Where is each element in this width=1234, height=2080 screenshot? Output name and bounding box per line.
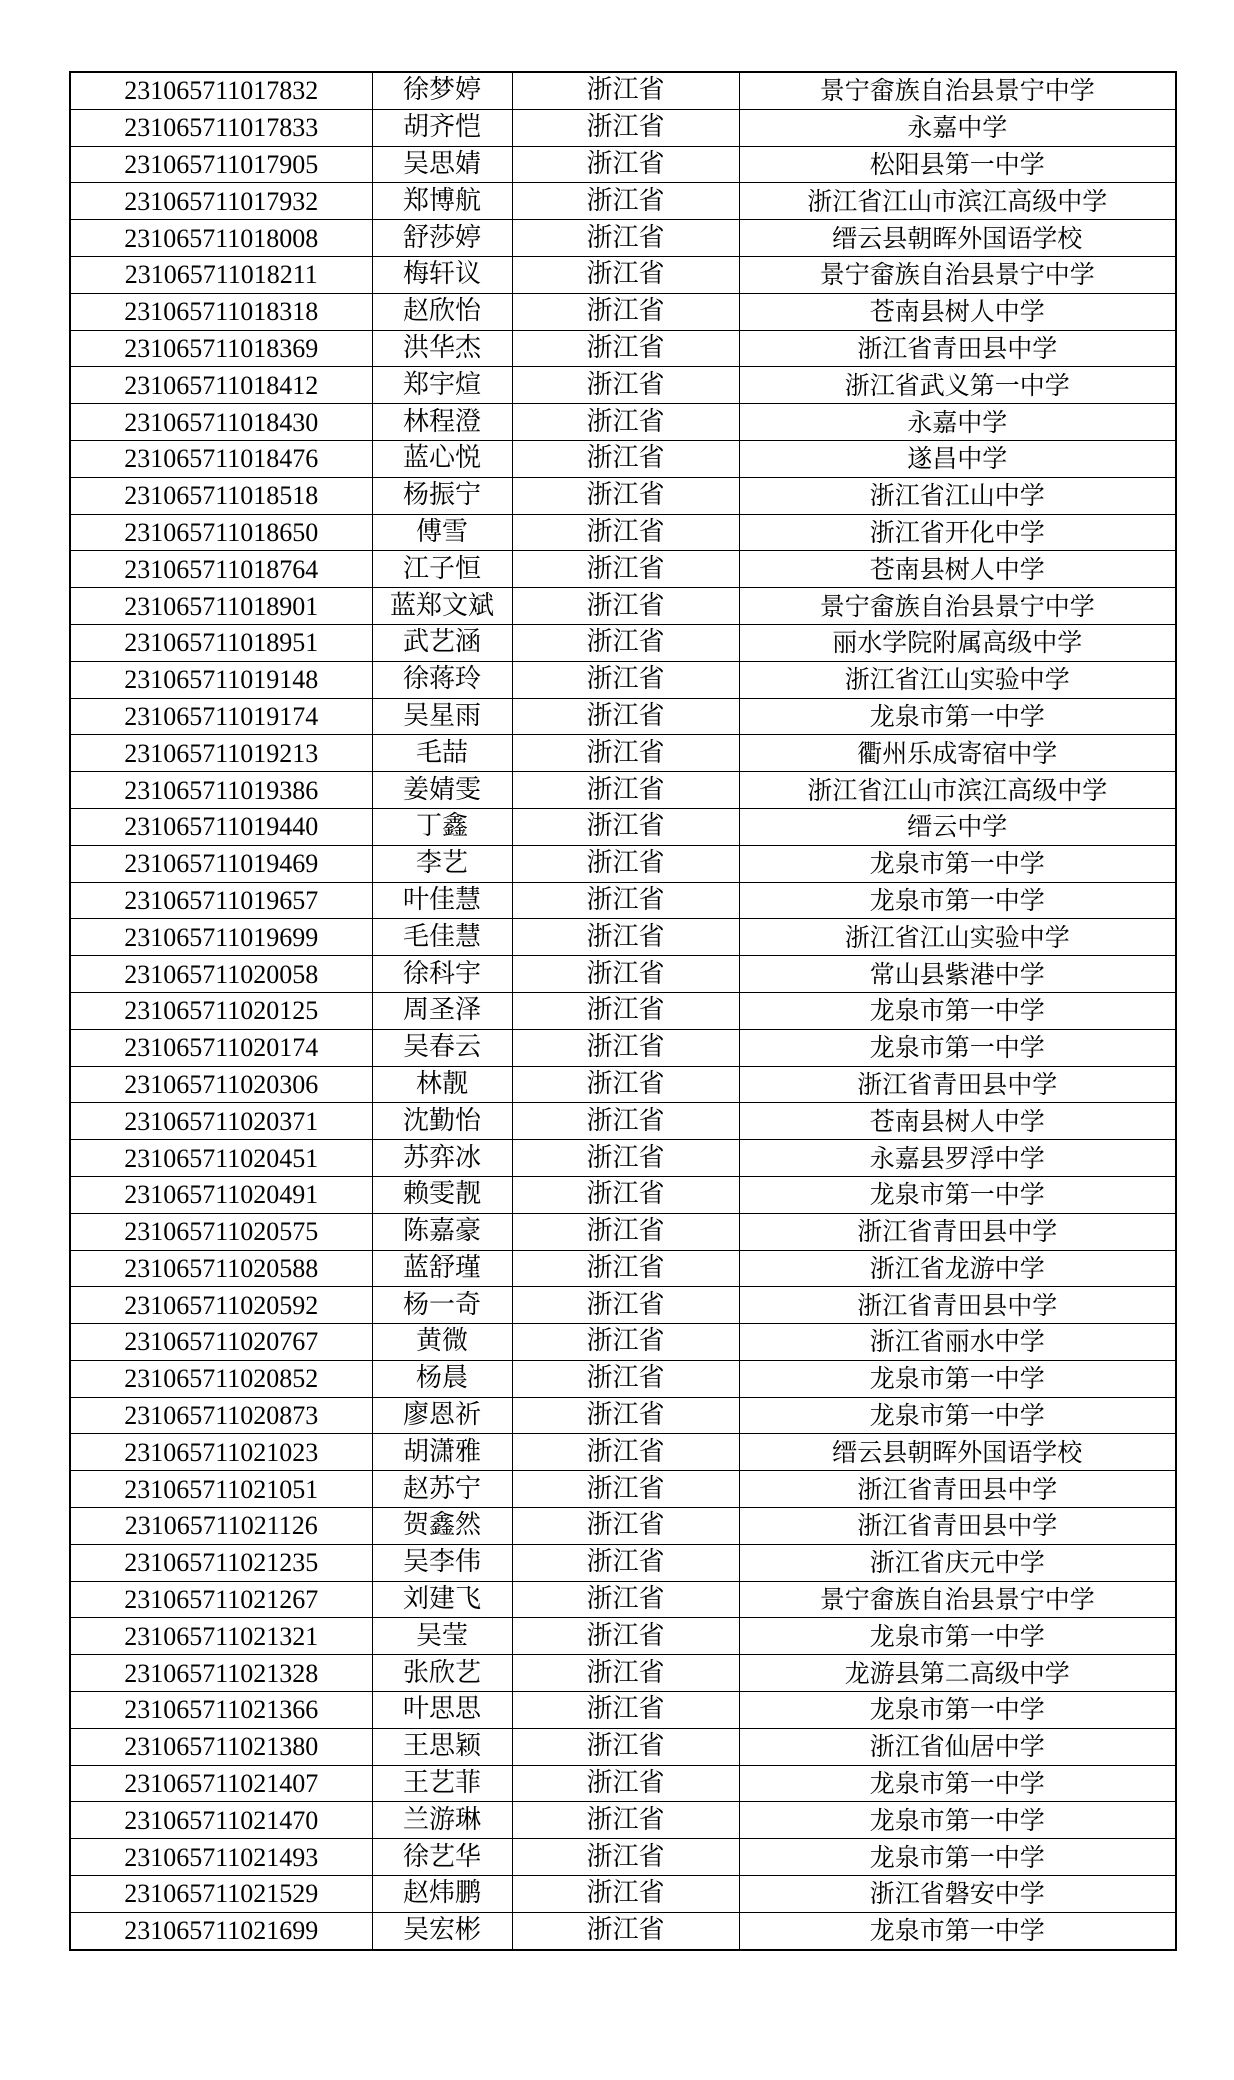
- province-cell: 浙江省: [512, 1471, 739, 1508]
- candidate-id-cell: 231065711018412: [70, 367, 372, 404]
- school-cell: 景宁畲族自治县景宁中学: [739, 588, 1176, 625]
- school-cell: 苍南县树人中学: [739, 293, 1176, 330]
- candidate-id-cell: 231065711021366: [70, 1692, 372, 1729]
- school-cell: 浙江省江山实验中学: [739, 661, 1176, 698]
- table-row: [70, 698, 1176, 735]
- candidate-id-cell: 231065711019213: [70, 735, 372, 772]
- province-cell: 浙江省: [512, 477, 739, 514]
- table-row: [70, 367, 1176, 404]
- province-cell: 浙江省: [512, 440, 739, 477]
- table-row: [70, 845, 1176, 882]
- student-name-cell: 姜婧雯: [372, 772, 512, 809]
- student-name-cell: 舒莎婷: [372, 220, 512, 257]
- student-name-cell: 叶思思: [372, 1692, 512, 1729]
- candidate-id-cell: 231065711020575: [70, 1213, 372, 1250]
- school-cell: 松阳县第一中学: [739, 146, 1176, 183]
- province-cell: 浙江省: [512, 845, 739, 882]
- table-row: [70, 1544, 1176, 1581]
- table-row: [70, 1692, 1176, 1729]
- table-row: [70, 1508, 1176, 1545]
- table-row: [70, 146, 1176, 183]
- table-row: [70, 882, 1176, 919]
- school-cell: 龙泉市第一中学: [739, 1360, 1176, 1397]
- school-cell: 浙江省丽水中学: [739, 1324, 1176, 1361]
- candidate-id-cell: 231065711018318: [70, 293, 372, 330]
- table-row: [70, 1618, 1176, 1655]
- province-cell: 浙江省: [512, 808, 739, 845]
- table-row: [70, 661, 1176, 698]
- table-row: [70, 72, 1176, 109]
- student-name-cell: 王思颖: [372, 1728, 512, 1765]
- province-cell: 浙江省: [512, 661, 739, 698]
- student-name-cell: 吴李伟: [372, 1544, 512, 1581]
- candidate-id-cell: 231065711020767: [70, 1324, 372, 1361]
- province-cell: 浙江省: [512, 1839, 739, 1876]
- candidate-id-cell: 231065711020058: [70, 956, 372, 993]
- student-name-cell: 黄微: [372, 1324, 512, 1361]
- candidate-id-cell: 231065711020491: [70, 1176, 372, 1213]
- table-row: [70, 1029, 1176, 1066]
- table-row: [70, 772, 1176, 809]
- province-cell: 浙江省: [512, 919, 739, 956]
- school-cell: 浙江省江山中学: [739, 477, 1176, 514]
- school-cell: 龙泉市第一中学: [739, 1802, 1176, 1839]
- student-name-cell: 李艺: [372, 845, 512, 882]
- table-row: [70, 956, 1176, 993]
- province-cell: 浙江省: [512, 992, 739, 1029]
- roster-table: [69, 71, 1177, 1951]
- school-cell: 景宁畲族自治县景宁中学: [739, 72, 1176, 109]
- school-cell: 龙泉市第一中学: [739, 882, 1176, 919]
- province-cell: 浙江省: [512, 588, 739, 625]
- school-cell: 浙江省江山市滨江高级中学: [739, 772, 1176, 809]
- candidate-id-cell: 231065711020852: [70, 1360, 372, 1397]
- school-cell: 龙泉市第一中学: [739, 1839, 1176, 1876]
- school-cell: 浙江省仙居中学: [739, 1728, 1176, 1765]
- province-cell: 浙江省: [512, 1434, 739, 1471]
- province-cell: 浙江省: [512, 1397, 739, 1434]
- student-name-cell: 徐梦婷: [372, 72, 512, 109]
- student-name-cell: 林程澄: [372, 404, 512, 441]
- school-cell: 龙泉市第一中学: [739, 1765, 1176, 1802]
- student-name-cell: 周圣泽: [372, 992, 512, 1029]
- school-cell: 龙泉市第一中学: [739, 1176, 1176, 1213]
- province-cell: 浙江省: [512, 1250, 739, 1287]
- province-cell: 浙江省: [512, 330, 739, 367]
- school-cell: 浙江省江山市滨江高级中学: [739, 183, 1176, 220]
- table-row: [70, 1103, 1176, 1140]
- table-row: [70, 440, 1176, 477]
- roster-body: [70, 72, 1176, 1950]
- student-name-cell: 杨一奇: [372, 1287, 512, 1324]
- province-cell: 浙江省: [512, 1692, 739, 1729]
- province-cell: 浙江省: [512, 1140, 739, 1177]
- school-cell: 龙游县第二高级中学: [739, 1655, 1176, 1692]
- student-name-cell: 洪华杰: [372, 330, 512, 367]
- school-cell: 龙泉市第一中学: [739, 992, 1176, 1029]
- candidate-id-cell: 231065711018369: [70, 330, 372, 367]
- school-cell: 浙江省龙游中学: [739, 1250, 1176, 1287]
- table-row: [70, 1213, 1176, 1250]
- table-row: [70, 1839, 1176, 1876]
- student-name-cell: 徐艺华: [372, 1839, 512, 1876]
- table-row: [70, 588, 1176, 625]
- province-cell: 浙江省: [512, 404, 739, 441]
- table-row: [70, 1434, 1176, 1471]
- candidate-id-cell: 231065711020371: [70, 1103, 372, 1140]
- province-cell: 浙江省: [512, 1728, 739, 1765]
- school-cell: 遂昌中学: [739, 440, 1176, 477]
- school-cell: 浙江省青田县中学: [739, 1287, 1176, 1324]
- candidate-id-cell: 231065711021407: [70, 1765, 372, 1802]
- student-name-cell: 张欣艺: [372, 1655, 512, 1692]
- candidate-id-cell: 231065711021321: [70, 1618, 372, 1655]
- table-row: [70, 1397, 1176, 1434]
- province-cell: 浙江省: [512, 1360, 739, 1397]
- table-row: [70, 1324, 1176, 1361]
- candidate-id-cell: 231065711021051: [70, 1471, 372, 1508]
- student-name-cell: 兰游琳: [372, 1802, 512, 1839]
- table-row: [70, 1912, 1176, 1949]
- candidate-id-cell: 231065711019657: [70, 882, 372, 919]
- candidate-id-cell: 231065711019699: [70, 919, 372, 956]
- school-cell: 龙泉市第一中学: [739, 1029, 1176, 1066]
- student-name-cell: 王艺菲: [372, 1765, 512, 1802]
- school-cell: 浙江省磐安中学: [739, 1876, 1176, 1913]
- candidate-id-cell: 231065711018518: [70, 477, 372, 514]
- province-cell: 浙江省: [512, 220, 739, 257]
- table-row: [70, 293, 1176, 330]
- school-cell: 衢州乐成寄宿中学: [739, 735, 1176, 772]
- table-row: [70, 514, 1176, 551]
- province-cell: 浙江省: [512, 1765, 739, 1802]
- candidate-id-cell: 231065711018901: [70, 588, 372, 625]
- student-name-cell: 叶佳慧: [372, 882, 512, 919]
- school-cell: 永嘉中学: [739, 404, 1176, 441]
- province-cell: 浙江省: [512, 698, 739, 735]
- student-name-cell: 徐科宇: [372, 956, 512, 993]
- table-row: [70, 1581, 1176, 1618]
- province-cell: 浙江省: [512, 72, 739, 109]
- province-cell: 浙江省: [512, 956, 739, 993]
- candidate-id-cell: 231065711018650: [70, 514, 372, 551]
- school-cell: 龙泉市第一中学: [739, 1692, 1176, 1729]
- student-name-cell: 武艺涵: [372, 624, 512, 661]
- school-cell: 缙云中学: [739, 808, 1176, 845]
- candidate-id-cell: 231065711021699: [70, 1912, 372, 1949]
- province-cell: 浙江省: [512, 1176, 739, 1213]
- school-cell: 浙江省江山实验中学: [739, 919, 1176, 956]
- student-name-cell: 吴莹: [372, 1618, 512, 1655]
- student-name-cell: 吴思婧: [372, 146, 512, 183]
- student-name-cell: 丁鑫: [372, 808, 512, 845]
- table-row: [70, 183, 1176, 220]
- table-row: [70, 624, 1176, 661]
- table-row: [70, 1765, 1176, 1802]
- student-name-cell: 蓝心悦: [372, 440, 512, 477]
- province-cell: 浙江省: [512, 1618, 739, 1655]
- table-row: [70, 992, 1176, 1029]
- student-name-cell: 吴春云: [372, 1029, 512, 1066]
- school-cell: 永嘉中学: [739, 109, 1176, 146]
- candidate-id-cell: 231065711020174: [70, 1029, 372, 1066]
- school-cell: 景宁畲族自治县景宁中学: [739, 256, 1176, 293]
- table-row: [70, 735, 1176, 772]
- province-cell: 浙江省: [512, 1324, 739, 1361]
- candidate-id-cell: 231065711021380: [70, 1728, 372, 1765]
- student-name-cell: 吴宏彬: [372, 1912, 512, 1949]
- school-cell: 苍南县树人中学: [739, 1103, 1176, 1140]
- province-cell: 浙江省: [512, 1508, 739, 1545]
- candidate-id-cell: 231065711020125: [70, 992, 372, 1029]
- table-row: [70, 404, 1176, 441]
- province-cell: 浙江省: [512, 1029, 739, 1066]
- school-cell: 浙江省武义第一中学: [739, 367, 1176, 404]
- candidate-id-cell: 231065711021267: [70, 1581, 372, 1618]
- student-name-cell: 蓝郑文斌: [372, 588, 512, 625]
- province-cell: 浙江省: [512, 624, 739, 661]
- province-cell: 浙江省: [512, 1912, 739, 1949]
- student-name-cell: 林靓: [372, 1066, 512, 1103]
- student-name-cell: 苏弈冰: [372, 1140, 512, 1177]
- student-name-cell: 毛佳慧: [372, 919, 512, 956]
- province-cell: 浙江省: [512, 1581, 739, 1618]
- candidate-id-cell: 231065711020451: [70, 1140, 372, 1177]
- province-cell: 浙江省: [512, 367, 739, 404]
- candidate-id-cell: 231065711019469: [70, 845, 372, 882]
- candidate-id-cell: 231065711018764: [70, 551, 372, 588]
- province-cell: 浙江省: [512, 183, 739, 220]
- student-name-cell: 陈嘉豪: [372, 1213, 512, 1250]
- province-cell: 浙江省: [512, 772, 739, 809]
- school-cell: 浙江省青田县中学: [739, 330, 1176, 367]
- province-cell: 浙江省: [512, 1287, 739, 1324]
- candidate-id-cell: 231065711017905: [70, 146, 372, 183]
- province-cell: 浙江省: [512, 256, 739, 293]
- province-cell: 浙江省: [512, 1876, 739, 1913]
- table-row: [70, 808, 1176, 845]
- province-cell: 浙江省: [512, 1802, 739, 1839]
- candidate-id-cell: 231065711018211: [70, 256, 372, 293]
- candidate-id-cell: 231065711017833: [70, 109, 372, 146]
- candidate-id-cell: 231065711021235: [70, 1544, 372, 1581]
- table-row: [70, 1728, 1176, 1765]
- table-row: [70, 1287, 1176, 1324]
- candidate-id-cell: 231065711018430: [70, 404, 372, 441]
- school-cell: 缙云县朝晖外国语学校: [739, 220, 1176, 257]
- roster-sheet: [69, 71, 1175, 1951]
- table-row: [70, 330, 1176, 367]
- student-name-cell: 傅雪: [372, 514, 512, 551]
- student-name-cell: 杨振宁: [372, 477, 512, 514]
- province-cell: 浙江省: [512, 1655, 739, 1692]
- province-cell: 浙江省: [512, 146, 739, 183]
- table-row: [70, 477, 1176, 514]
- province-cell: 浙江省: [512, 1213, 739, 1250]
- school-cell: 浙江省青田县中学: [739, 1471, 1176, 1508]
- table-row: [70, 1802, 1176, 1839]
- table-row: [70, 1066, 1176, 1103]
- school-cell: 缙云县朝晖外国语学校: [739, 1434, 1176, 1471]
- student-name-cell: 赵苏宁: [372, 1471, 512, 1508]
- student-name-cell: 赖雯靓: [372, 1176, 512, 1213]
- province-cell: 浙江省: [512, 882, 739, 919]
- candidate-id-cell: 231065711018008: [70, 220, 372, 257]
- candidate-id-cell: 231065711018951: [70, 624, 372, 661]
- school-cell: 龙泉市第一中学: [739, 1397, 1176, 1434]
- school-cell: 永嘉县罗浮中学: [739, 1140, 1176, 1177]
- school-cell: 龙泉市第一中学: [739, 698, 1176, 735]
- school-cell: 景宁畲族自治县景宁中学: [739, 1581, 1176, 1618]
- candidate-id-cell: 231065711021470: [70, 1802, 372, 1839]
- student-name-cell: 江子恒: [372, 551, 512, 588]
- student-name-cell: 刘建飞: [372, 1581, 512, 1618]
- province-cell: 浙江省: [512, 1103, 739, 1140]
- table-row: [70, 109, 1176, 146]
- table-row: [70, 551, 1176, 588]
- province-cell: 浙江省: [512, 1544, 739, 1581]
- school-cell: 苍南县树人中学: [739, 551, 1176, 588]
- school-cell: 龙泉市第一中学: [739, 1912, 1176, 1949]
- table-row: [70, 1250, 1176, 1287]
- candidate-id-cell: 231065711021328: [70, 1655, 372, 1692]
- candidate-id-cell: 231065711021126: [70, 1508, 372, 1545]
- candidate-id-cell: 231065711020306: [70, 1066, 372, 1103]
- province-cell: 浙江省: [512, 735, 739, 772]
- candidate-id-cell: 231065711019440: [70, 808, 372, 845]
- table-row: [70, 1360, 1176, 1397]
- school-cell: 丽水学院附属高级中学: [739, 624, 1176, 661]
- student-name-cell: 贺鑫然: [372, 1508, 512, 1545]
- candidate-id-cell: 231065711021493: [70, 1839, 372, 1876]
- school-cell: 浙江省青田县中学: [739, 1213, 1176, 1250]
- table-row: [70, 1176, 1176, 1213]
- student-name-cell: 胡潇雅: [372, 1434, 512, 1471]
- candidate-id-cell: 231065711019148: [70, 661, 372, 698]
- student-name-cell: 徐蒋玲: [372, 661, 512, 698]
- province-cell: 浙江省: [512, 514, 739, 551]
- candidate-id-cell: 231065711020592: [70, 1287, 372, 1324]
- student-name-cell: 沈勤怡: [372, 1103, 512, 1140]
- student-name-cell: 杨晨: [372, 1360, 512, 1397]
- candidate-id-cell: 231065711018476: [70, 440, 372, 477]
- student-name-cell: 毛喆: [372, 735, 512, 772]
- candidate-id-cell: 231065711021023: [70, 1434, 372, 1471]
- school-cell: 浙江省青田县中学: [739, 1508, 1176, 1545]
- candidate-id-cell: 231065711020873: [70, 1397, 372, 1434]
- school-cell: 龙泉市第一中学: [739, 1618, 1176, 1655]
- student-name-cell: 郑宇煊: [372, 367, 512, 404]
- student-name-cell: 赵欣怡: [372, 293, 512, 330]
- candidate-id-cell: 231065711021529: [70, 1876, 372, 1913]
- school-cell: 常山县紫港中学: [739, 956, 1176, 993]
- province-cell: 浙江省: [512, 1066, 739, 1103]
- student-name-cell: 蓝舒瑾: [372, 1250, 512, 1287]
- candidate-id-cell: 231065711017832: [70, 72, 372, 109]
- student-name-cell: 胡齐恺: [372, 109, 512, 146]
- candidate-id-cell: 231065711019386: [70, 772, 372, 809]
- table-row: [70, 1876, 1176, 1913]
- school-cell: 浙江省庆元中学: [739, 1544, 1176, 1581]
- school-cell: 龙泉市第一中学: [739, 845, 1176, 882]
- table-row: [70, 256, 1176, 293]
- candidate-id-cell: 231065711019174: [70, 698, 372, 735]
- table-row: [70, 1140, 1176, 1177]
- province-cell: 浙江省: [512, 293, 739, 330]
- student-name-cell: 郑博航: [372, 183, 512, 220]
- table-row: [70, 220, 1176, 257]
- province-cell: 浙江省: [512, 551, 739, 588]
- table-row: [70, 1471, 1176, 1508]
- student-name-cell: 梅轩议: [372, 256, 512, 293]
- school-cell: 浙江省开化中学: [739, 514, 1176, 551]
- student-name-cell: 赵炜鹏: [372, 1876, 512, 1913]
- school-cell: 浙江省青田县中学: [739, 1066, 1176, 1103]
- candidate-id-cell: 231065711017932: [70, 183, 372, 220]
- table-row: [70, 1655, 1176, 1692]
- candidate-id-cell: 231065711020588: [70, 1250, 372, 1287]
- student-name-cell: 吴星雨: [372, 698, 512, 735]
- student-name-cell: 廖恩祈: [372, 1397, 512, 1434]
- table-row: [70, 919, 1176, 956]
- province-cell: 浙江省: [512, 109, 739, 146]
